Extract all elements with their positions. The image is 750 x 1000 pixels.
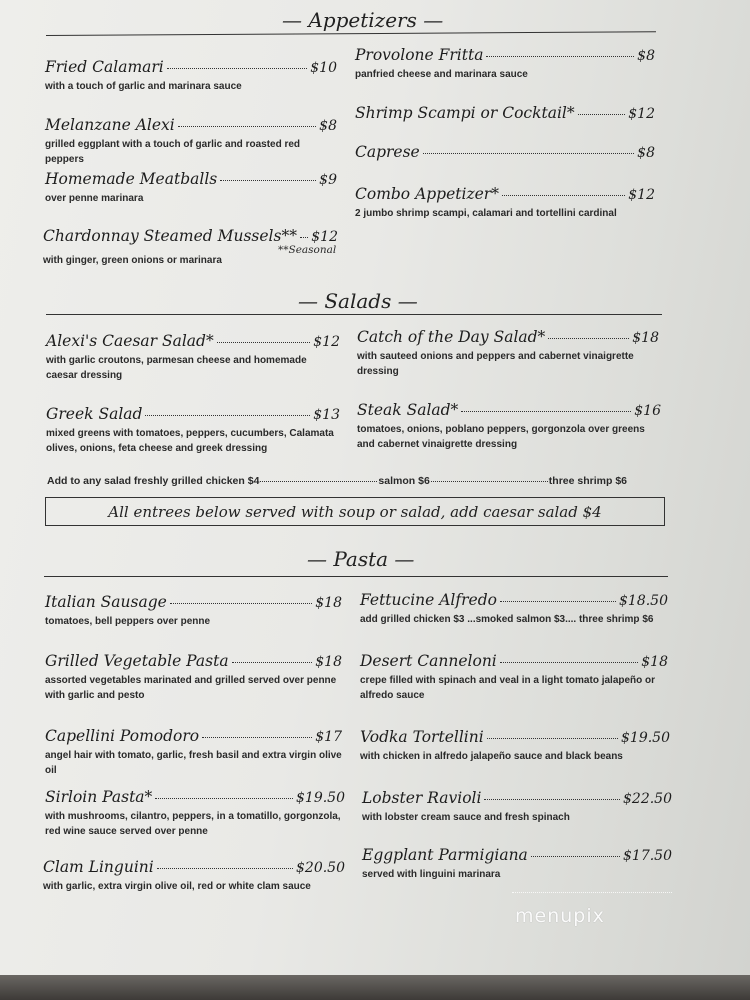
item-price: $12 <box>313 334 340 350</box>
leader-dots <box>178 126 316 127</box>
menu-item <box>45 727 342 778</box>
item-name: Italian Sausage <box>45 593 167 611</box>
menu-item <box>355 185 655 221</box>
menu-item <box>360 652 668 703</box>
appetizers-heading: — Appetizers — <box>282 8 444 32</box>
leader-dots <box>300 237 308 238</box>
leader-dots <box>502 195 625 196</box>
item-description: mixed greens with tomatoes, peppers, cucumbers, Calamata olives, onions, feta cheese and greek dressing <box>46 428 334 454</box>
item-name: Provolone Fritta <box>355 46 484 64</box>
item-price: $18 <box>315 654 342 670</box>
leader-dots <box>578 114 626 115</box>
item-description: with chicken in alfredo jalapeño sauce and black beans <box>360 751 623 762</box>
menu-item <box>357 328 659 379</box>
item-price: $18 <box>315 595 342 611</box>
item-name: Greek Salad <box>46 405 143 423</box>
entree-banner <box>45 497 665 526</box>
item-price: $12 <box>628 106 655 122</box>
leader-dots <box>232 662 313 663</box>
leader-dots <box>220 180 316 181</box>
item-description: tomatoes, onions, poblano peppers, gorgonzola over greens and cabernet vinaigrette dressing <box>357 424 645 450</box>
leader-dots <box>157 868 293 869</box>
menu-item <box>355 104 655 122</box>
menu-item <box>45 170 337 206</box>
item-name: Desert Canneloni <box>360 652 497 670</box>
item-description: with a touch of garlic and marinara sauce <box>45 81 242 92</box>
item-price: $10 <box>310 60 337 76</box>
menu-item <box>45 593 342 629</box>
menu-item <box>45 58 337 94</box>
addon-shrimp: three shrimp $6 <box>548 475 627 487</box>
item-description: served with linguini marinara <box>362 869 501 880</box>
leader-dots <box>531 856 620 857</box>
leader-dots <box>423 153 634 154</box>
salad-addon-line <box>47 475 627 487</box>
menu-item <box>45 652 342 703</box>
menu-item <box>360 591 668 627</box>
item-description: with sauteed onions and peppers and cabernet vinaigrette dressing <box>357 351 634 377</box>
item-description: with mushrooms, cilantro, peppers, in a tomatillo, gorgonzola, red wine sauce served over penne <box>45 811 341 837</box>
menu-item <box>45 116 337 167</box>
item-name: Melanzane Alexi <box>45 116 175 134</box>
pasta-rule <box>44 576 668 577</box>
item-description: with lobster cream sauce and fresh spinach <box>362 812 570 823</box>
item-description: panfried cheese and marinara sauce <box>355 69 528 80</box>
menu-item <box>46 405 340 456</box>
item-price: $8 <box>319 118 337 134</box>
menu-item <box>357 401 661 452</box>
item-name: Alexi's Caesar Salad* <box>46 332 214 350</box>
item-name: Capellini Pomodoro <box>45 727 200 745</box>
menu-item <box>360 728 670 764</box>
item-name: Combo Appetizer* <box>355 185 499 203</box>
leader-dots <box>217 342 311 343</box>
item-price: $17 <box>315 729 342 745</box>
item-name: Sirloin Pasta* <box>45 788 153 806</box>
item-name: Catch of the Day Salad* <box>357 328 546 346</box>
item-price: $8 <box>637 145 655 161</box>
addon-salmon: salmon $6 <box>378 475 430 487</box>
pasta-heading: — Pasta — <box>307 547 415 571</box>
leader-dots <box>170 603 312 604</box>
watermark-line <box>512 892 672 893</box>
leader-dots <box>202 737 312 738</box>
leader-dots <box>500 601 616 602</box>
item-price: $13 <box>313 407 340 423</box>
item-name: Vodka Tortellini <box>360 728 484 746</box>
item-description: grilled eggplant with a touch of garlic and roasted red peppers <box>45 139 301 165</box>
item-description: angel hair with tomato, garlic, fresh basil and extra virgin olive oil <box>45 750 342 776</box>
leader-dots <box>500 662 639 663</box>
item-description: with garlic croutons, parmesan cheese and homemade caesar dressing <box>46 355 307 381</box>
leader-dots <box>155 798 293 799</box>
item-price: $9 <box>319 172 337 188</box>
item-price: $18 <box>632 330 659 346</box>
item-name: Fettucine Alfredo <box>360 591 497 609</box>
item-price: $22.50 <box>623 791 672 807</box>
item-name: Chardonnay Steamed Mussels** <box>43 227 297 245</box>
leader-dots <box>145 415 310 416</box>
item-price: $8 <box>637 48 655 64</box>
salads-rule <box>46 314 662 315</box>
table-surface <box>0 975 750 1000</box>
salads-heading: — Salads — <box>298 289 418 313</box>
item-price: $12 <box>628 187 655 203</box>
leader-dots <box>167 68 308 69</box>
item-description: with ginger, green onions or marinara <box>43 255 222 266</box>
item-price: $19.50 <box>296 790 345 806</box>
leader-dots <box>486 56 634 57</box>
leader-dots <box>484 799 620 800</box>
menu-item <box>355 143 655 161</box>
leader-dots <box>431 481 548 482</box>
item-name: Steak Salad* <box>357 401 459 419</box>
item-price: $12 <box>311 229 338 245</box>
leader-dots <box>461 411 631 412</box>
item-price: $16 <box>634 403 661 419</box>
item-description: over penne marinara <box>45 193 144 204</box>
item-name: Caprese <box>355 143 420 161</box>
item-description: crepe filled with spinach and veal in a light tomato jalapeño or alfredo sauce <box>360 675 656 701</box>
item-price: $19.50 <box>621 730 670 746</box>
leader-dots <box>548 338 629 339</box>
item-description: 2 jumbo shrimp scampi, calamari and tortellini cardinal <box>355 208 617 219</box>
item-name: Clam Linguini <box>43 858 154 876</box>
menu-item <box>46 332 340 383</box>
menu-item <box>43 858 345 894</box>
item-price: $18 <box>641 654 668 670</box>
item-description: tomatoes, bell peppers over penne <box>45 616 211 627</box>
menupix-watermark: menupix <box>515 905 605 927</box>
seasonal-note: **Seasonal <box>278 244 337 256</box>
item-price: $18.50 <box>619 593 668 609</box>
item-name: Eggplant Parmigiana <box>362 846 528 864</box>
leader-dots <box>260 481 377 482</box>
item-name: Lobster Ravioli <box>362 789 482 807</box>
entree-banner-text: All entrees below served with soup or salad, add caesar salad $4 <box>108 502 602 521</box>
menu-item <box>362 789 672 825</box>
leader-dots <box>487 738 618 739</box>
item-name: Fried Calamari <box>45 58 164 76</box>
addon-chicken: Add to any salad freshly grilled chicken $4 <box>47 475 260 487</box>
menu-item <box>362 846 672 882</box>
item-price: $17.50 <box>623 848 672 864</box>
item-description: add grilled chicken $3 ...smoked salmon $3.... three shrimp $6 <box>360 614 654 625</box>
item-name: Grilled Vegetable Pasta <box>45 652 229 670</box>
item-description: assorted vegetables marinated and grilled served over penne with garlic and pesto <box>45 675 337 701</box>
item-name: Shrimp Scampi or Cocktail* <box>355 104 575 122</box>
item-price: $20.50 <box>296 860 345 876</box>
menu-item <box>45 788 345 839</box>
item-description: with garlic, extra virgin olive oil, red or white clam sauce <box>43 881 311 892</box>
item-name: Homemade Meatballs <box>45 170 218 188</box>
menu-item <box>355 46 655 82</box>
